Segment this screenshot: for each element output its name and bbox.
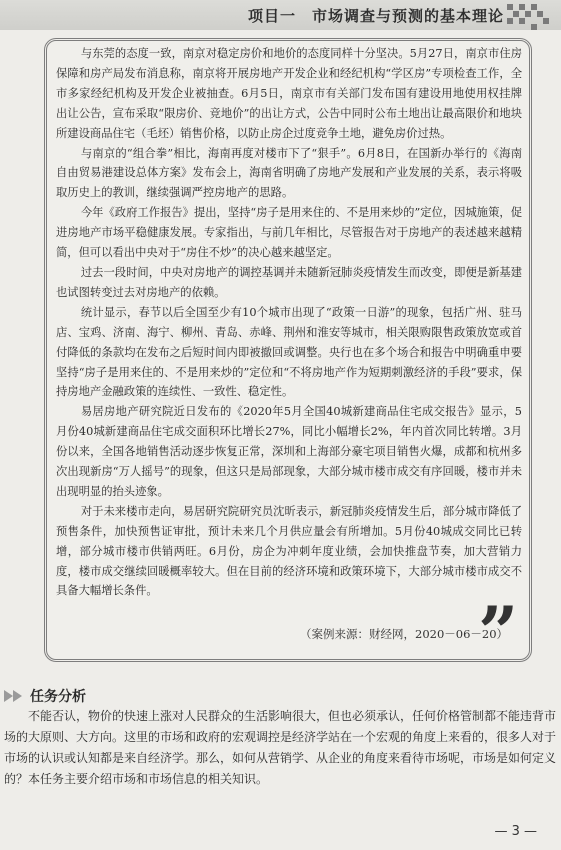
task-analysis-heading: [4, 686, 86, 706]
task-analysis-text: [0, 706, 556, 790]
page-number: — 3 —: [494, 824, 537, 839]
case-source: （案例来源：财经网，2020－06－20）: [300, 627, 509, 641]
case-paragraph: 过去一段时间，中央对房地产的调控基调并未随新冠肺炎疫情发生而改变，即便是新基建也试图转变过去对房地产的依赖。: [56, 265, 522, 299]
case-text: [56, 44, 522, 601]
case-paragraph: 对于未来楼市走向，易居研究院研究员沈昕表示，新冠肺炎疫情发生后，部分城市降低了预售条件，加快预售证审批，预计未来几个月供应量会有所增加。5月份40城成交同比已转增，部分城市楼市供销两旺。6月份，房企为冲刺年度业绩，会加快推盘节奏，加大营销力度，楼市成交继续回暖概率较大。但在目前的经济环境和政策环境下，大部分城市楼市成交不具备大幅增长条件。: [56, 504, 522, 598]
checker-decoration-icon: [503, 4, 553, 30]
closing-quote-icon: ”: [478, 591, 519, 674]
page-header-title: 项目一 市场调查与预测的基本理论: [248, 7, 505, 25]
case-paragraph: 与南京的“组合拳”相比，海南再度对楼市下了“狠手”。6月8日，在国新办举行的《海南自由贸易港建设总体方案》发布会上，海南省明确了房地产发展和产业发展的关系，表示将吸取历史上的教训，继续强调严控房地产的思路。: [56, 146, 522, 200]
double-arrow-icon: [4, 690, 22, 702]
task-analysis-title: 任务分析: [30, 689, 86, 705]
header-bar: [0, 0, 561, 30]
case-paragraph: 与东莞的态度一致，南京对稳定房价和地价的态度同样十分坚决。5月27日，南京市住房保障和房产局发布消息称，南京将开展房地产开发企业和经纪机构“学区房”专项检查工作，全市多家经纪机构及开发企业被抽查。6月5日，南京市有关部门发布国有建设用地使用权挂牌出让公告，宣布采取“限房价、竞地价”的出让方式，公告中同时公布土地出让最高限价和地块所建设商品住宅（毛坯）销售价格，以防止房企过度竞争土地，避免房价过热。: [56, 47, 522, 140]
case-paragraph: 统计显示，春节以后全国至少有10个城市出现了“政策一日游”的现象，包括广州、驻马店、宝鸡、济南、海宁、柳州、青岛、赤峰、荆州和淮安等城市，相关限购限售政策放宽或首付降低的条款均在发布之后短时间内即被撤回或调整。央行也在多个场合和报告中明确重申要坚持“房子是用来住的、不是用来炒的”定位和“不将房地产作为短期刺激经济的手段”要求，保持房地产金融政策的连续性、一致性、稳定性。: [56, 305, 522, 399]
case-paragraph: 易居房地产研究院近日发布的《2020年5月全国40城新建商品住宅成交报告》显示，5月份40城新建商品住宅成交面积环比增长27%，同比小幅增长2%，年内首次同比转增。3月份以来，全国各地销售活动逐步恢复正常，深圳和上海部分豪宅项目销售火爆，成都和杭州多次出现新房“万人摇号”的现象，但这只是局部现象，大部分城市楼市成交有序回暖，楼市并未出现明显的抬头迹象。: [56, 405, 522, 498]
task-paragraph: 不能否认，物价的快速上涨对人民群众的生活影响很大，但也必须承认，任何价格管制都不能违背市场的大原则、大方向。这里的市场和政府的宏观调控是经济学站在一个宏观的角度上来看的，很多人对于市场的认识或认知都是来自经济学。那么，如何从营销学、从企业的角度来看待市场呢，市场是如何定义的？本任务主要介绍市场和市场信息的相关知识。: [4, 709, 557, 786]
case-paragraph: 今年《政府工作报告》提出，坚持“房子是用来住的、不是用来炒的”定位，因城施策，促进房地产市场平稳健康发展。专家指出，与前几年相比，尽管报告对于房地产的表述越来越精简，但可以看出中央对于“房住不炒”的决心越来越坚定。: [56, 206, 522, 260]
